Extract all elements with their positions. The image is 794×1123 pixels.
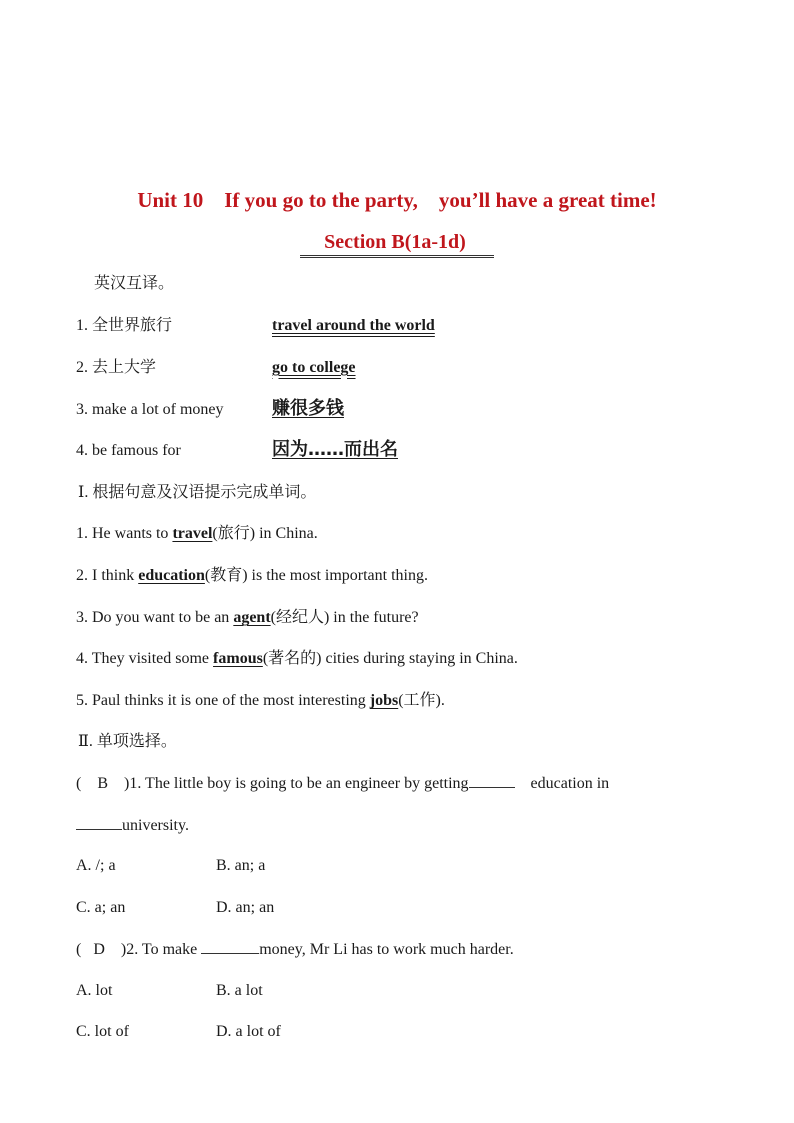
mc-question-2 — [76, 939, 514, 960]
fill-post: (教育) is the most important thing. — [204, 567, 428, 584]
fill-pre: 3. Do you want to be an — [76, 609, 234, 626]
fill-answer: education — [138, 567, 205, 584]
mc-option-d: D. an; an — [216, 899, 275, 916]
fill-post: (著名的) cities during staying in China. — [262, 650, 518, 667]
translation-prompt: 3. make a lot of money — [76, 401, 224, 418]
translation-prompt: 2. 去上大学 — [76, 359, 157, 376]
translation-item-3 — [76, 400, 224, 420]
fill-post: (工作). — [398, 692, 445, 709]
fill-answer: jobs — [369, 692, 399, 709]
mc-answer: D — [93, 941, 105, 958]
translation-prompt: 4. be famous for — [76, 442, 181, 459]
fill-answer: travel — [172, 525, 213, 542]
section-subtitle — [0, 230, 794, 258]
translation-answer-4: 因为……而出名 — [272, 439, 398, 460]
mc-paren: ( — [76, 775, 98, 792]
answer-blank — [201, 939, 259, 954]
part2-heading: Ⅱ. 单项选择。 — [78, 733, 177, 750]
mc-option-c: C. a; an — [76, 899, 126, 916]
translation-item-2 — [76, 358, 156, 378]
mc-text: education in — [530, 775, 610, 792]
mc-question-1 — [76, 773, 609, 794]
mc-option-b: B. an; a — [216, 857, 266, 874]
translation-prompt: 1. 全世界旅行 — [76, 317, 173, 334]
mc-paren: ( — [76, 941, 94, 958]
translation-item-1 — [76, 316, 172, 336]
translation-answer-2: go to college — [272, 359, 356, 376]
fill-pre: 1. He wants to — [76, 525, 173, 542]
fill-pre: 2. I think — [76, 567, 139, 584]
fill-answer: famous — [213, 650, 263, 667]
section-subtitle-text: Section B(1a-1d) — [300, 230, 494, 258]
mc-option-d: D. a lot of — [216, 1023, 281, 1040]
fill-item-4 — [76, 649, 518, 669]
translation-answer-1: travel around the world — [272, 317, 435, 334]
answer-blank — [469, 773, 515, 788]
mc-option-b: B. a lot — [216, 982, 263, 999]
mc-question-1-cont — [76, 815, 189, 836]
fill-item-2 — [76, 566, 428, 586]
mc-text: )2. To make — [120, 941, 202, 958]
mc-text: money, Mr Li has to work much harder. — [259, 941, 514, 958]
mc-text: university. — [122, 817, 189, 834]
fill-item-5 — [76, 691, 445, 711]
translation-answer-3: 赚很多钱 — [272, 398, 344, 419]
fill-post: (经纪人) in the future? — [270, 609, 419, 626]
answer-blank — [76, 815, 122, 830]
fill-pre: 5. Paul thinks it is one of the most interesting — [76, 692, 370, 709]
mc-option-a: A. /; a — [76, 857, 116, 874]
fill-post: (旅行) in China. — [212, 525, 318, 542]
mc-answer: B — [97, 775, 108, 792]
fill-answer: agent — [233, 609, 271, 626]
mc-option-c: C. lot of — [76, 1023, 129, 1040]
fill-pre: 4. They visited some — [76, 650, 214, 667]
translation-item-4 — [76, 441, 181, 461]
fill-item-3 — [76, 608, 419, 628]
page-title: Unit 10 If you go to the party, you’ll have a great time! — [137, 188, 657, 212]
part0-heading: 英汉互译。 — [94, 275, 175, 292]
part1-heading: Ⅰ. 根据句意及汉语提示完成单词。 — [78, 484, 317, 501]
mc-option-a: A. lot — [76, 982, 113, 999]
mc-text: )1. The little boy is going to be an engineer by getting — [124, 775, 469, 792]
fill-item-1 — [76, 524, 318, 544]
